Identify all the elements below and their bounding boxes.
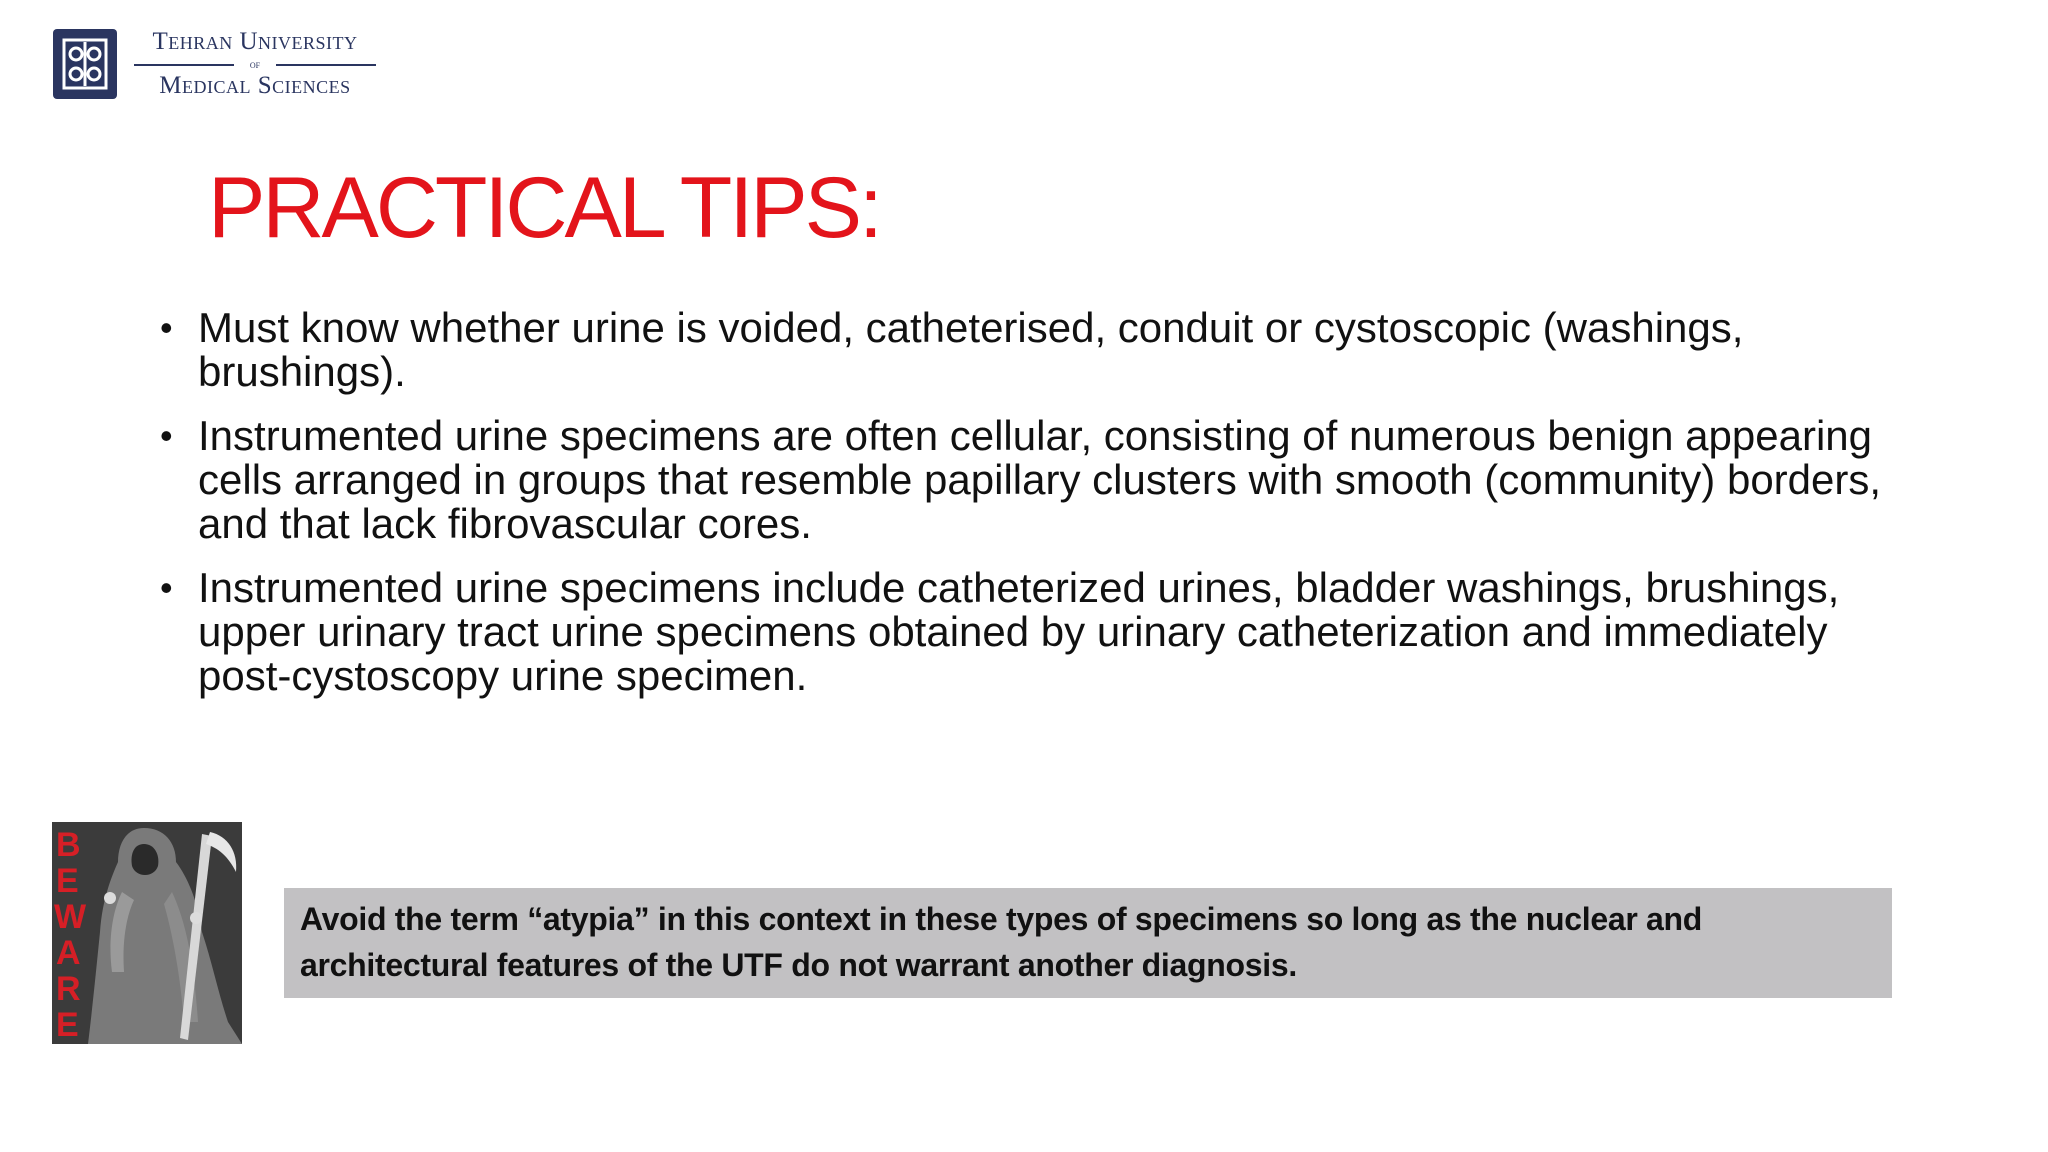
beware-letter: R [56,970,81,1008]
beware-letter: W [54,898,87,936]
beware-image [52,822,242,1044]
bullet-item [160,306,1900,394]
logo-line-3: Medical Sciences [159,72,351,99]
warning-callout: Avoid the term “atypia” in this context in these types of specimens so long as the nuclear and architectural features of the UTF do not warrant another diagnosis. [284,888,1892,998]
beware-letter: E [56,1006,79,1044]
bullet-text: Instrumented urine specimens include catheterized urines, bladder washings, brushings, upper urinary tract urine specimens obtained by urinary catheterization and immediately post-cystoscopy urine specimen. [198,564,1840,699]
beware-letter: A [56,934,81,972]
bullet-list [160,306,1900,718]
university-logo [52,28,382,104]
bullet-dot: • [160,415,173,456]
beware-letter: B [56,826,81,864]
bullet-dot: • [160,567,173,608]
grim-reaper-icon [52,822,242,1044]
logo-line-1: Tehran University [152,28,358,55]
beware-letter: E [56,862,79,900]
bullet-dot: • [160,307,173,348]
bullet-text: Instrumented urine specimens are often cellular, consisting of numerous benign appearing cells arranged in groups that resemble papillary clusters with smooth (community) borders, and that lack fibrovascular cores. [198,412,1882,547]
tums-emblem-icon [52,28,118,100]
logo-text [128,28,382,104]
slide-title: PRACTICAL TIPS: [208,160,880,256]
logo-line-2: of [128,56,382,72]
bullet-text: Must know whether urine is voided, catheterised, conduit or cystoscopic (washings, brushings). [198,304,1744,395]
bullet-item [160,566,1900,698]
bullet-item [160,414,1900,546]
